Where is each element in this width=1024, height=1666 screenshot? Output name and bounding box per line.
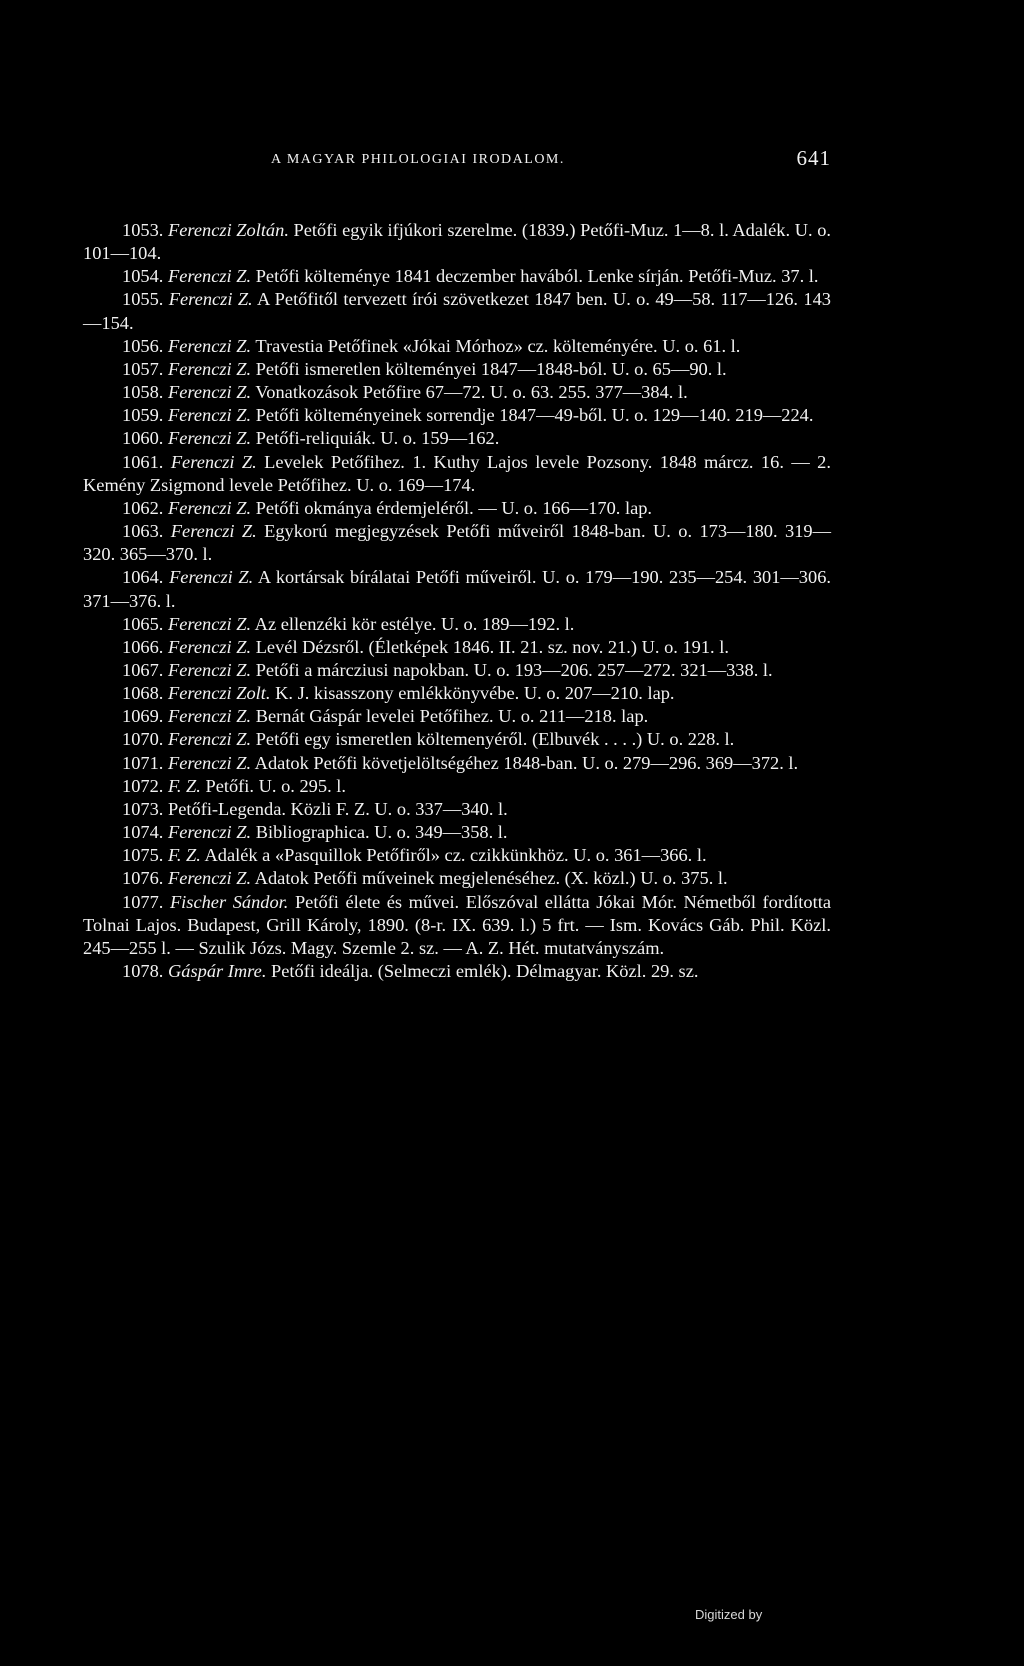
entry-number: 1078. <box>122 961 164 981</box>
entry-number: 1064. <box>122 567 164 588</box>
entry-author: Ferenczi Z. <box>168 497 252 518</box>
bibliography-entry <box>83 775 831 798</box>
running-title: A MAGYAR PHILOLOGIAI IRODALOM. <box>271 152 565 167</box>
bibliography-entry <box>83 891 831 960</box>
bibliography-entry <box>83 497 831 520</box>
entry-author: Ferenczi Z. <box>170 521 257 542</box>
bibliography-entry <box>83 219 831 265</box>
entry-number: 1065. <box>122 613 164 634</box>
entry-author: Ferenczi Zolt. <box>168 683 271 704</box>
bibliography-entry <box>83 867 831 890</box>
bibliography-entry <box>83 821 831 844</box>
entry-author: Ferenczi Z. <box>168 752 252 773</box>
entry-author: Ferenczi Z. <box>168 868 252 889</box>
bibliography-entry <box>83 451 831 497</box>
entry-text: Petőfi ideálja. (Selmeczi emlék). Délmagyar. Közl. 29. sz. <box>266 961 699 981</box>
entry-text: Az ellenzéki kör estélye. U. o. 189—192. l. <box>251 613 575 634</box>
entry-author: Ferenczi Z. <box>168 266 252 287</box>
entry-text: Levél Dézsről. (Életképek 1846. II. 21. sz. nov. 21.) U. o. 191. l. <box>251 636 729 657</box>
entry-text: Travestia Petőfinek «Jókai Mórhoz» cz. költeményére. U. o. 61. l. <box>251 335 741 356</box>
entry-author: Ferenczi Z. <box>169 567 254 588</box>
entry-text: Adatok Petőfi műveinek megjelenéséhez. (X. közl.) U. o. 375. l. <box>251 868 728 889</box>
entry-author: Ferenczi Z. <box>168 405 252 426</box>
entry-author: Ferenczi Z. <box>168 613 252 634</box>
entry-author: F. Z. <box>168 845 201 866</box>
entry-number: 1075. <box>122 845 164 866</box>
bibliography-entry <box>83 728 831 751</box>
entry-number: 1062. <box>122 497 164 518</box>
entry-number: 1074. <box>122 822 164 843</box>
entry-number: 1066. <box>122 636 164 657</box>
entry-text: Petőfi okmánya érdemjeléről. — U. o. 166—170. lap. <box>251 497 653 518</box>
page-header <box>83 146 831 176</box>
entry-number: 1076. <box>122 868 164 889</box>
bibliography-entry <box>83 288 831 334</box>
entry-text: A Petőfitől tervezett írói szövetkezet 1847 ben. U. o. 49—58. 117—126. 143—154. <box>83 289 831 333</box>
entry-text: K. J. kisasszony emlékkönyvébe. U. o. 207—210. lap. <box>270 683 675 704</box>
entry-number: 1069. <box>122 706 164 727</box>
entry-author: Ferenczi Z. <box>168 428 252 449</box>
bibliography-list <box>83 219 831 983</box>
entry-author: Ferenczi Z. <box>168 358 252 379</box>
entry-number: 1063. <box>122 521 164 542</box>
entry-text: Petőfi-reliquiák. U. o. 159—162. <box>251 428 500 449</box>
entry-text: Petőfi. U. o. 295. l. <box>200 775 346 796</box>
entry-author: Ferenczi Z. <box>168 289 253 310</box>
bibliography-entry <box>83 752 831 775</box>
entry-author: Ferenczi Z. <box>168 729 252 750</box>
entry-number: 1055. <box>122 289 164 310</box>
entry-author: Ferenczi Z. <box>168 822 252 843</box>
entry-number: 1077. <box>122 891 164 912</box>
entry-author: Ferenczi Z. <box>168 335 252 356</box>
bibliography-entry <box>83 960 831 983</box>
entry-text: Petőfi élete és művei. Előszóval ellátta Jókai Mór. Németből fordította Tolnai Lajos. Budapest, Grill Károly, 1890. (8-r. IX. 639. l.) 5 frt. — Ism. Kovács Gáb. Phil. Közl. 245—255 l. — Szulik Józs. Magy. Szemle 2. sz. — A. Z. Hét. mutatványszám. <box>83 891 831 958</box>
entry-text: Petőfi egyik ifjúkori szerelme. (1839.) Petőfi-Muz. 1—8. l. Adalék. U. o. 101—104. <box>83 220 831 264</box>
entry-author: F. Z. <box>168 775 201 796</box>
entry-text: Egykorú megjegyzések Petőfi műveiről 1848-ban. U. o. 173—180. 319—320. 365—370. l. <box>83 521 831 565</box>
entry-author: Gáspár Imre. <box>168 961 267 981</box>
entry-author: Ferenczi Z. <box>168 636 252 657</box>
bibliography-entry <box>83 705 831 728</box>
bibliography-entry <box>83 613 831 636</box>
entry-text: Adalék a «Pasquillok Petőfiről» cz. czikkünkhöz. U. o. 361—366. l. <box>200 845 707 866</box>
entry-text: Petőfi egy ismeretlen költemenyéről. (Elbuvék . . . .) U. o. 228. l. <box>251 729 735 750</box>
entry-number: 1053. <box>122 220 164 240</box>
entry-number: 1061. <box>122 451 164 472</box>
document-page <box>83 146 831 983</box>
entry-number: 1056. <box>122 335 164 356</box>
entry-text: Bibliographica. U. o. 349—358. l. <box>251 822 508 843</box>
entry-number: 1067. <box>122 659 164 680</box>
bibliography-entry <box>83 404 831 427</box>
entry-number: 1058. <box>122 382 164 403</box>
entry-number: 1054. <box>122 266 164 287</box>
bibliography-entry <box>83 358 831 381</box>
entry-text: Petőfi a márcziusi napokban. U. o. 193—206. 257—272. 321—338. l. <box>251 659 773 680</box>
bibliography-entry <box>83 844 831 867</box>
entry-text: Vonatkozások Petőfire 67—72. U. o. 63. 255. 377—384. l. <box>251 382 688 403</box>
entry-text: Petőfi költeményeinek sorrendje 1847—49-ből. U. o. 129—140. 219—224. <box>251 405 814 426</box>
entry-number: 1059. <box>122 405 164 426</box>
entry-number: 1070. <box>122 729 164 750</box>
entry-number: 1073. <box>122 798 164 819</box>
bibliography-entry <box>83 265 831 288</box>
entry-author: Ferenczi Z. <box>168 706 252 727</box>
entry-author: Ferenczi Z. <box>168 659 252 680</box>
entry-author: Ferenczi Zoltán. <box>168 220 289 240</box>
entry-number: 1060. <box>122 428 164 449</box>
bibliography-entry <box>83 659 831 682</box>
bibliography-entry <box>83 427 831 450</box>
bibliography-entry <box>83 798 831 821</box>
entry-number: 1057. <box>122 358 164 379</box>
entry-number: 1072. <box>122 775 164 796</box>
entry-text: A kortársak bírálatai Petőfi műveiről. U. o. 179—190. 235—254. 301—306. 371—376. l. <box>83 567 831 611</box>
bibliography-entry <box>83 335 831 358</box>
digitized-by-label: Digitized by <box>695 1607 763 1622</box>
bibliography-entry <box>83 636 831 659</box>
entry-text: Petőfi költeménye 1841 deczember havából. Lenke sírján. Petőfi-Muz. 37. l. <box>251 266 819 287</box>
entry-text: Levelek Petőfihez. 1. Kuthy Lajos levele Pozsony. 1848 márcz. 16. — 2. Kemény Zsigmond levele Petőfihez. U. o. 169—174. <box>83 451 831 495</box>
entry-text: Petőfi-Legenda. Közli F. Z. U. o. 337—340. l. <box>168 798 508 819</box>
entry-author: Ferenczi Z. <box>170 451 257 472</box>
entry-author: Fischer Sándor. <box>169 891 289 912</box>
bibliography-entry <box>83 520 831 566</box>
entry-number: 1071. <box>122 752 164 773</box>
entry-number: 1068. <box>122 683 164 704</box>
entry-text: Petőfi ismeretlen költeményei 1847—1848-ból. U. o. 65—90. l. <box>251 358 727 379</box>
entry-author: Ferenczi Z. <box>168 382 252 403</box>
entry-text: Bernát Gáspár levelei Petőfihez. U. o. 211—218. lap. <box>251 706 649 727</box>
bibliography-entry <box>83 682 831 705</box>
page-number: 641 <box>796 146 831 170</box>
entry-text: Adatok Petőfi követjelöltségéhez 1848-ban. U. o. 279—296. 369—372. l. <box>251 752 799 773</box>
bibliography-entry <box>83 381 831 404</box>
bibliography-entry <box>83 566 831 612</box>
